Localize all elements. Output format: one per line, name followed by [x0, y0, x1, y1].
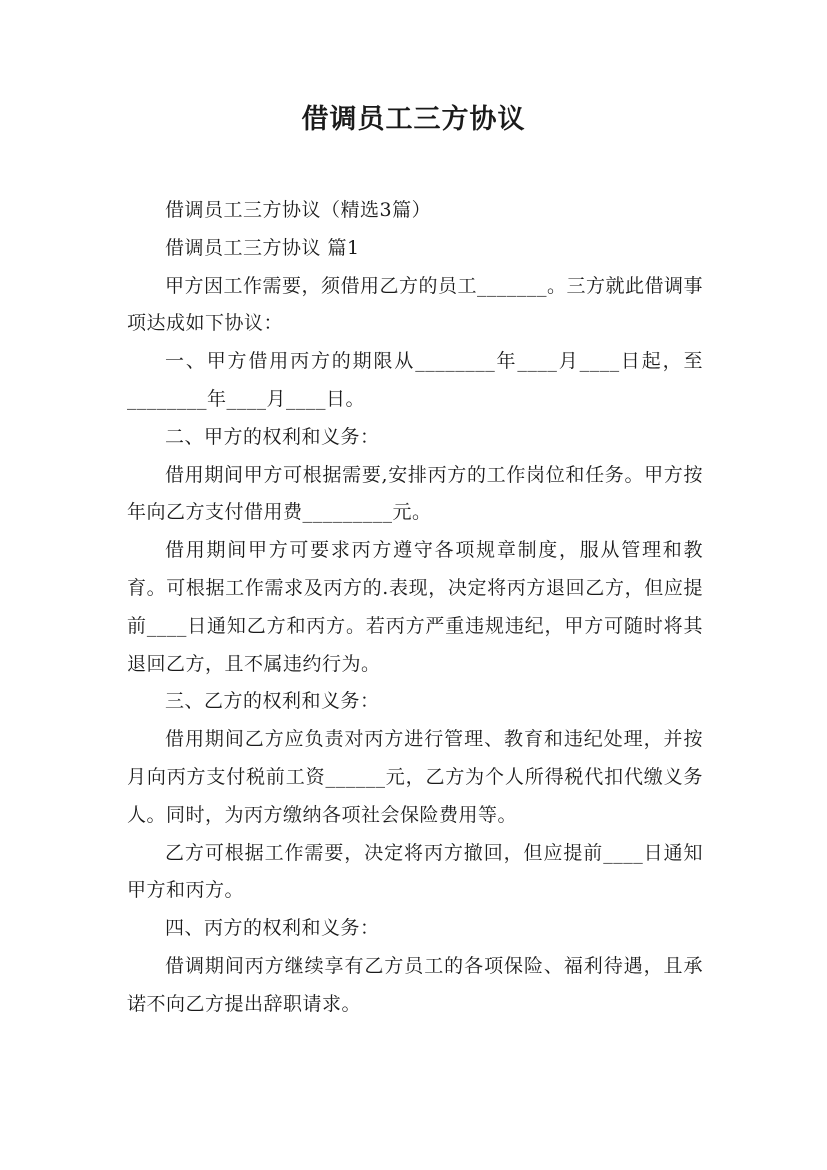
clause-heading-party-c: 四、丙方的权利和义务：	[165, 917, 380, 940]
clause-heading-party-a: 二、甲方的权利和义务：	[165, 425, 380, 448]
party-b-paragraph-1: 借用期间乙方应负责对丙方进行管理、教育和违纪处理，并按月向丙方支付税前工资______元，乙方为个人所得税代扣代缴义务人。同时，为丙方缴纳各项社会保险费用等。	[127, 728, 703, 826]
document-title: 借调员工三方协议	[301, 104, 526, 135]
section-heading-paragraph: 借调员工三方协议 篇1	[165, 236, 360, 259]
clause-heading-party-b: 三、乙方的权利和义务：	[165, 690, 380, 713]
party-a-paragraph-2: 借用期间甲方可要求丙方遵守各项规章制度，服从管理和教育。可根据工作需求及丙方的.表现，决定将丙方退回乙方，但应提前____日通知乙方和丙方。若丙方严重违规违纪，甲方可随时将其退回乙方，且不属违约行为。	[127, 539, 703, 675]
party-a-paragraph-1: 借用期间甲方可根据需要,安排丙方的工作岗位和任务。甲方按年向乙方支付借用费_________元。	[127, 463, 703, 524]
party-b-paragraph-2: 乙方可根据工作需要，决定将丙方撤回，但应提前____日通知甲方和丙方。	[127, 841, 703, 902]
party-c-paragraph-1: 借调期间丙方继续享有乙方员工的各项保险、福利待遇，且承诺不向乙方提出辞职请求。	[127, 954, 703, 1015]
subtitle-paragraph: 借调员工三方协议（精选3篇）	[165, 199, 432, 221]
document-body	[127, 192, 703, 1024]
clause-term-paragraph: 一、甲方借用丙方的期限从________年____月____日起，至________年____月____日。	[127, 350, 703, 410]
intro-paragraph: 甲方因工作需要，须借用乙方的员工_______。三方就此借调事项达成如下协议：	[127, 274, 704, 335]
